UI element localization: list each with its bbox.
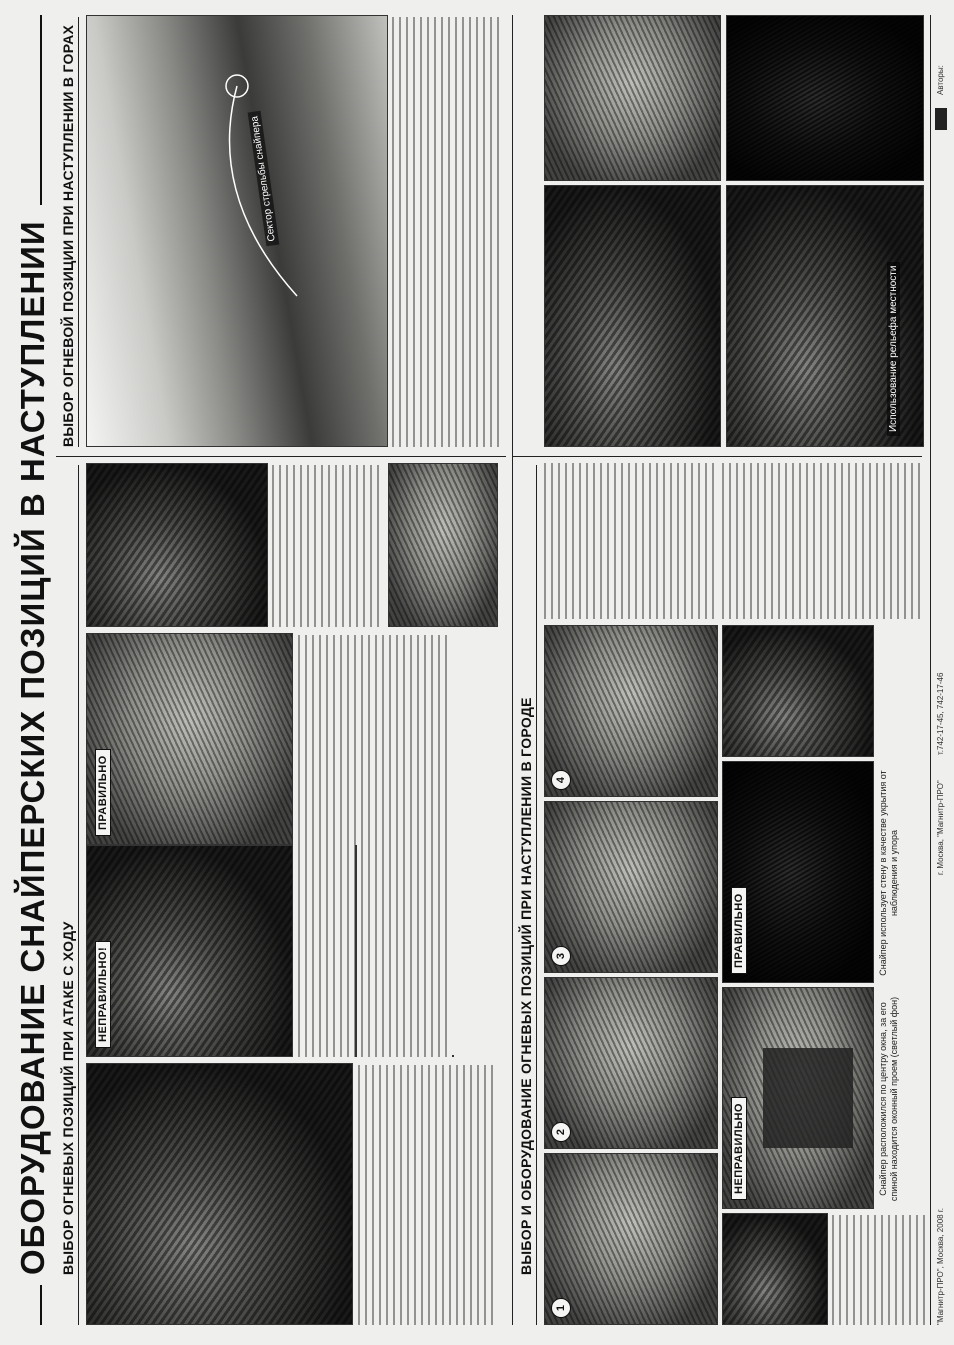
- text-city-furniture: [832, 1215, 930, 1325]
- footer-authors: Авторы:: [936, 65, 945, 95]
- text-mountain-method: [392, 17, 504, 447]
- caption-city-right: Снайпер использует стену в качестве укрытия от наблюдения и упора: [878, 770, 899, 976]
- caption-terrain: Использование рельефа местности: [887, 262, 900, 436]
- photo-attack-wrong: [86, 845, 293, 1057]
- divider-vertical-2: [512, 456, 922, 457]
- section-rule-attack: [78, 465, 79, 1325]
- text-camouflage: [272, 465, 382, 627]
- section-rule-mountains: [78, 17, 79, 447]
- section-title-city: ВЫБОР И ОБОРУДОВАНИЕ ОГНЕВЫХ ПОЗИЦИЙ ПРИ НАСТУПЛЕНИИ В ГОРОДЕ: [518, 697, 534, 1275]
- label-wrong-city: НЕПРАВИЛЬНО: [731, 1097, 747, 1200]
- photo-window-2: [544, 977, 718, 1149]
- section-rule-city-top: [512, 15, 513, 1325]
- section-rule-city: [536, 465, 537, 1325]
- text-attack-intro: [358, 1065, 498, 1325]
- window-silhouette: [763, 1048, 853, 1148]
- photo-mountain-rocks: [726, 15, 924, 181]
- photo-window-3: [544, 801, 718, 973]
- footer-city: г. Москва, "Магнитр-ПРО": [936, 780, 945, 875]
- photo-attack-main: [86, 1063, 353, 1325]
- caption-sector: Сектор стрельбы снайпера: [248, 111, 280, 246]
- photo-city-furniture: [722, 1213, 828, 1325]
- sector-arc-overlay: [87, 16, 387, 446]
- photo-mountain-valley: [86, 15, 388, 447]
- poster-title: ОБОРУДОВАНИЕ СНАЙПЕРСКИХ ПОЗИЦИЙ В НАСТУПЛЕНИИ: [14, 220, 51, 1275]
- photo-mountain-terrain: [726, 185, 924, 447]
- number-3: 3: [551, 946, 571, 966]
- label-right: ПРАВИЛЬНО: [95, 749, 111, 836]
- text-city-roof: [722, 463, 922, 619]
- title-rule-right: [40, 15, 42, 205]
- footer-copyright: "Магнитр-ПРО", Москва, 2008 г.: [936, 1208, 945, 1325]
- photo-camouflage-net: [388, 463, 498, 627]
- footer-phones: т.742-17-45, 742-17-46: [936, 672, 945, 755]
- photo-mountain-bush: [544, 15, 721, 181]
- photo-attack-right: [86, 633, 293, 845]
- spacer-2: [452, 1055, 454, 1057]
- number-1: 1: [551, 1298, 571, 1318]
- section-title-mountains: ВЫБОР ОГНЕВОЙ ПОЗИЦИИ ПРИ НАСТУПЛЕНИИ В ГОРАХ: [60, 24, 76, 447]
- number-4: 4: [551, 770, 571, 790]
- caption-city-wrong: Снайпер расположился по центру окна, за его спиной находится оконный проем (светлый фон): [878, 996, 899, 1202]
- photo-city-wrong: [722, 987, 874, 1209]
- title-rule-left: [40, 1285, 42, 1325]
- photo-city-roof: [722, 625, 874, 757]
- photo-window-1: [544, 1153, 718, 1325]
- spacer: [355, 845, 357, 1057]
- footer-rule: [930, 15, 931, 1325]
- section-title-attack: ВЫБОР ОГНЕВЫХ ПОЗИЦИЙ ПРИ АТАКЕ С ХОДУ: [60, 921, 76, 1275]
- text-attack-method: [298, 635, 448, 1057]
- number-2: 2: [551, 1122, 571, 1142]
- label-wrong: НЕПРАВИЛЬНО!: [95, 941, 111, 1048]
- photo-mountain-cover: [544, 185, 721, 447]
- publisher-logo: [935, 108, 947, 130]
- photo-window-4: [544, 625, 718, 797]
- divider-vertical: [56, 456, 506, 457]
- label-right-city: ПРАВИЛЬНО: [731, 887, 747, 974]
- photo-city-right: [722, 761, 874, 983]
- text-city-method: [544, 463, 716, 619]
- photo-camouflage: [86, 463, 268, 627]
